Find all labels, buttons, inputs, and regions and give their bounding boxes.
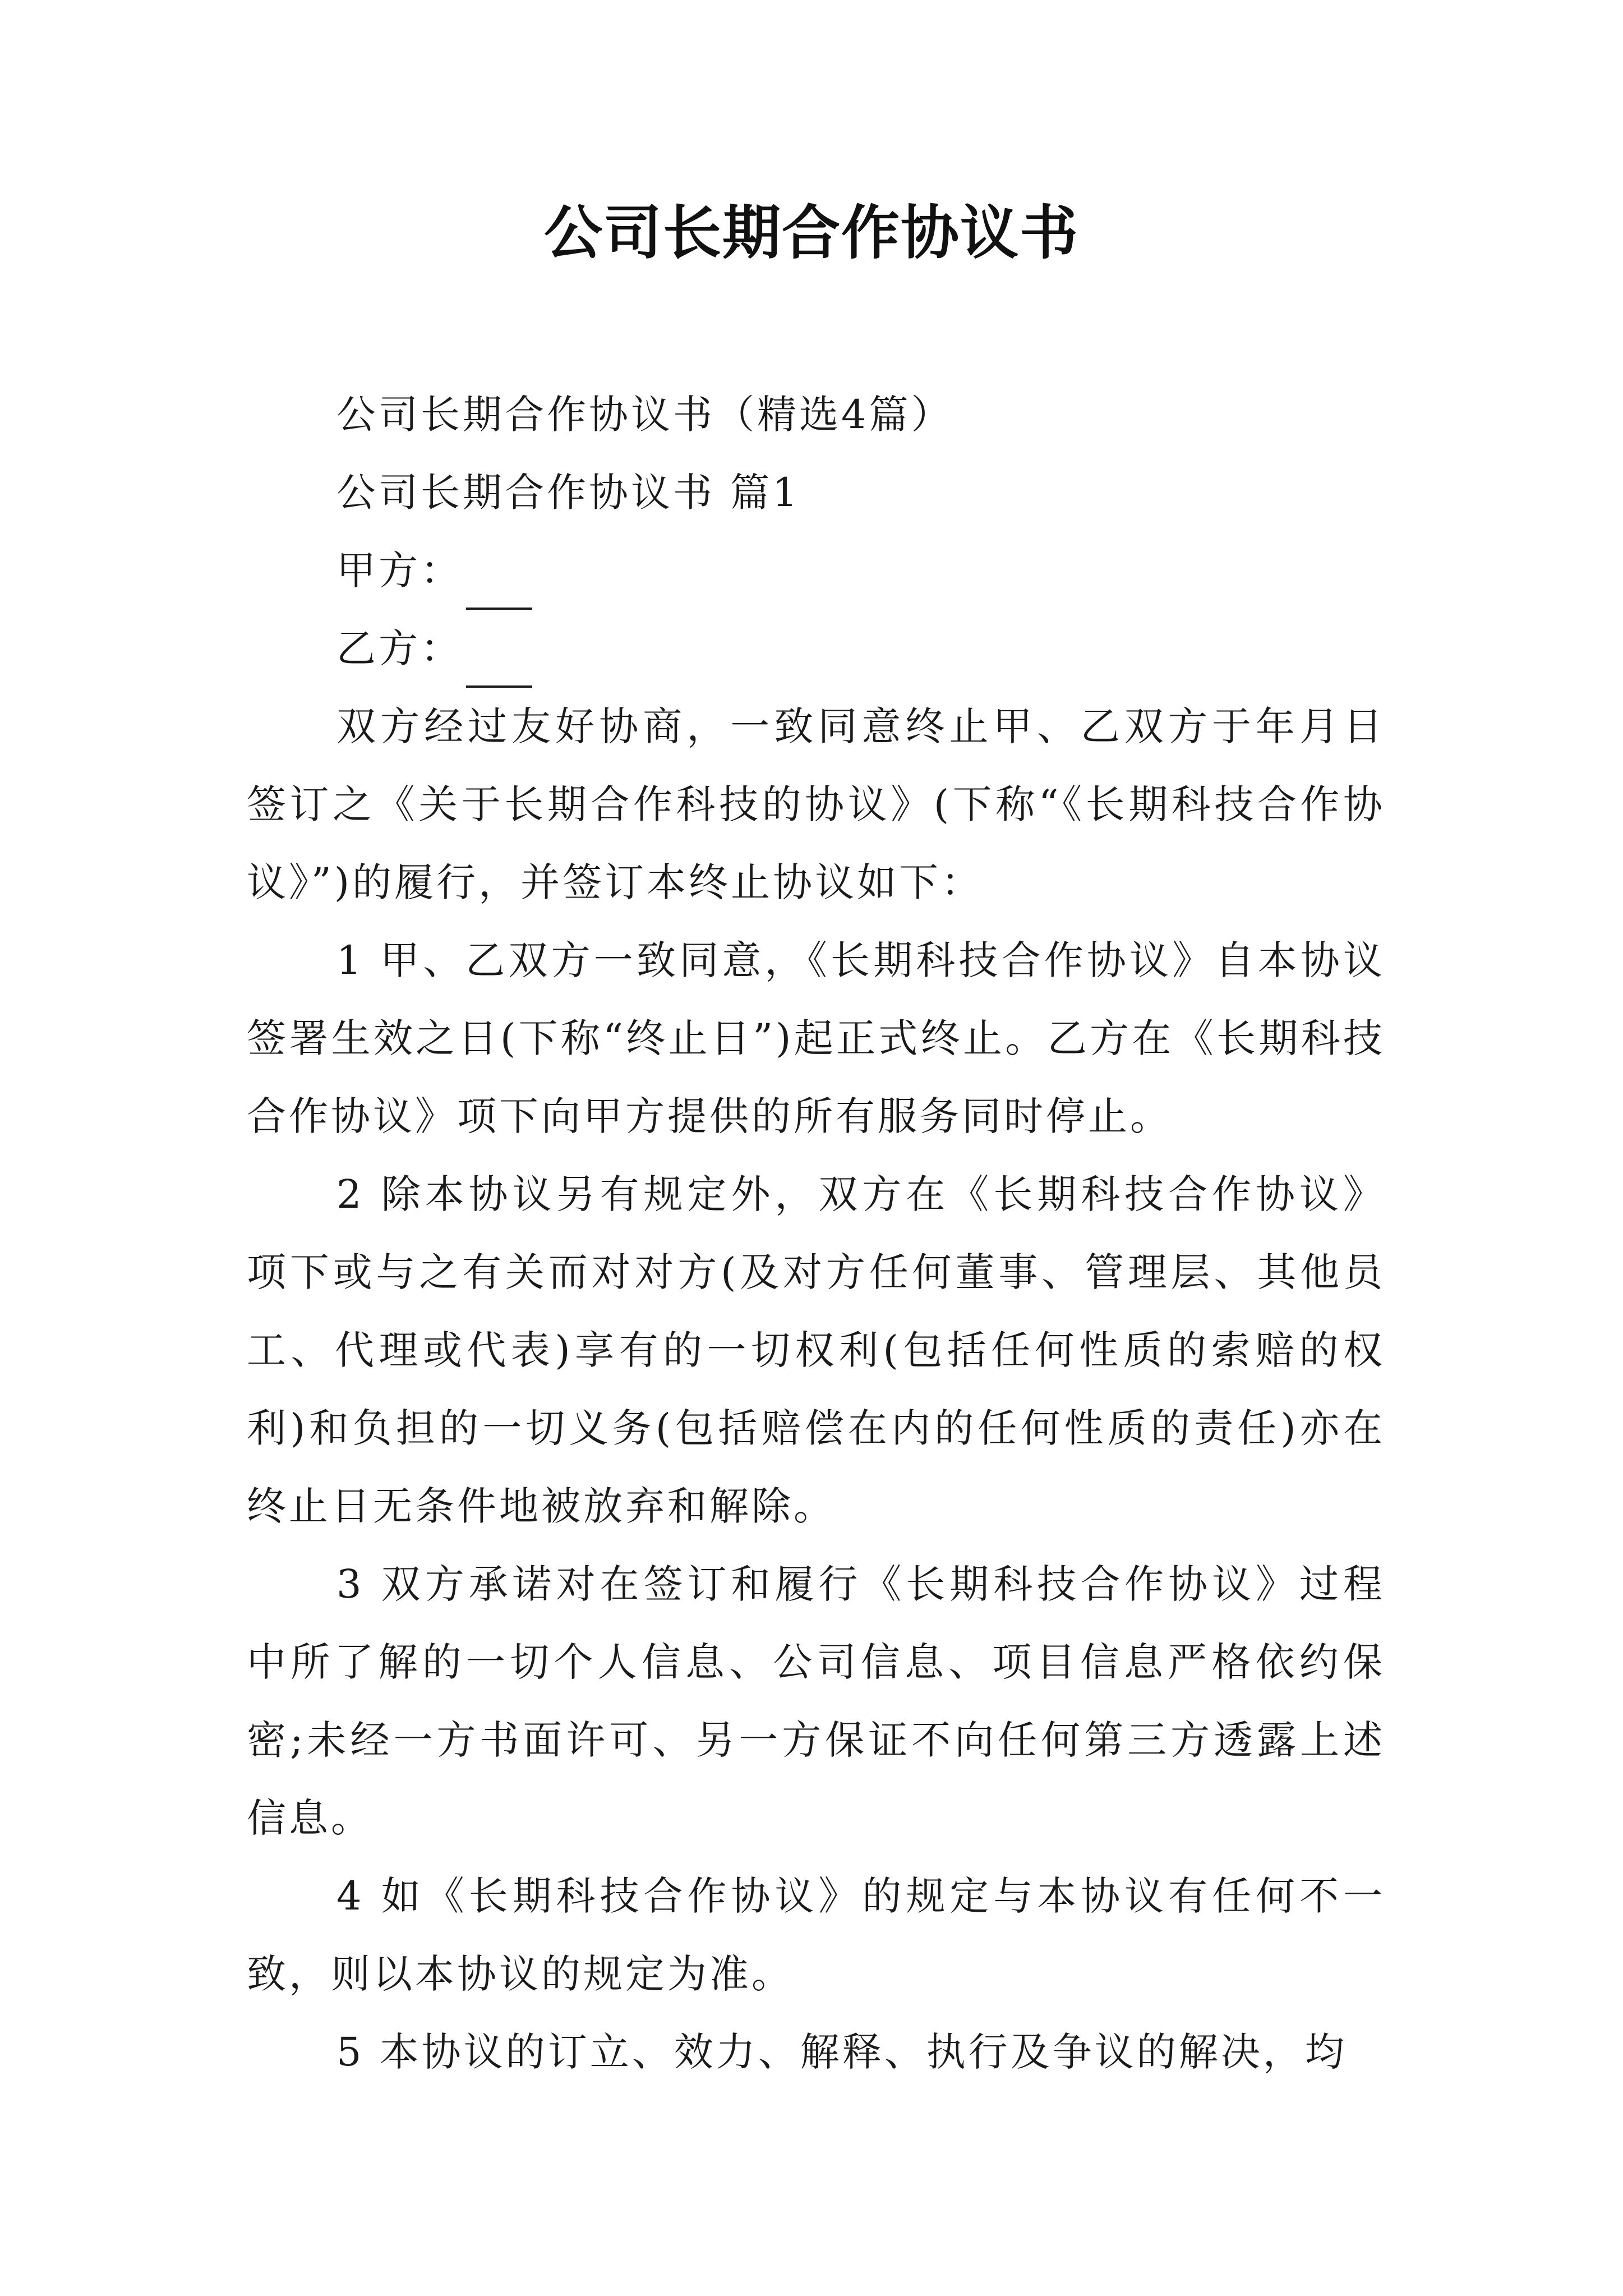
party-a-blank [466,560,532,610]
party-b-blank [466,638,532,688]
clause-1-paragraph: 1 甲、乙双方一致同意，《长期科技合作协议》自本协议签署生效之日(下称“终止日”)起正式终止。乙方在《长期科技合作协议》项下向甲方提供的所有服务同时停止。 [247,937,1385,1139]
document-subtitle: 公司长期合作协议书（精选4篇） [336,392,953,438]
party-a-line [247,532,1385,610]
document-body [247,376,1385,2091]
document-title: 公司长期合作协议书 [543,199,1079,267]
party-b-line [247,610,1385,688]
clause-4-paragraph: 4 如《长期科技合作协议》的规定与本协议有任何不一致，则以本协议的规定为准。 [247,1873,1385,1997]
intro-paragraph: 双方经过友好协商，一致同意终止甲、乙双方于年月日签订之《关于长期合作科技的协议》(下称“《长期科技合作协议》”)的履行，并签订本终止协议如下： [247,703,1385,905]
clause-3-paragraph: 3 双方承诺对在签订和履行《长期科技合作协议》过程中所了解的一切个人信息、公司信息、项目信息严格依约保密;未经一方书面许可、另一方保证不向任何第三方透露上述信息。 [247,1561,1385,1841]
clause-5-paragraph: 5 本协议的订立、效力、解释、执行及争议的解决，均 [336,2029,1347,2075]
party-a-label: 甲方： [336,547,463,593]
section-heading: 公司长期合作协议书 篇1 [336,470,800,516]
clause-2-paragraph: 2 除本协议另有规定外，双方在《长期科技合作协议》项下或与之有关而对对方(及对方任何董事、管理层、其他员工、代理或代表)享有的一切权利(包括任何性质的索赔的权利)和负担的一切义务(包括赔偿在内的任何性质的责任)亦在终止日无条件地被放弃和解除。 [247,1171,1385,1529]
party-b-label: 乙方： [336,625,463,671]
